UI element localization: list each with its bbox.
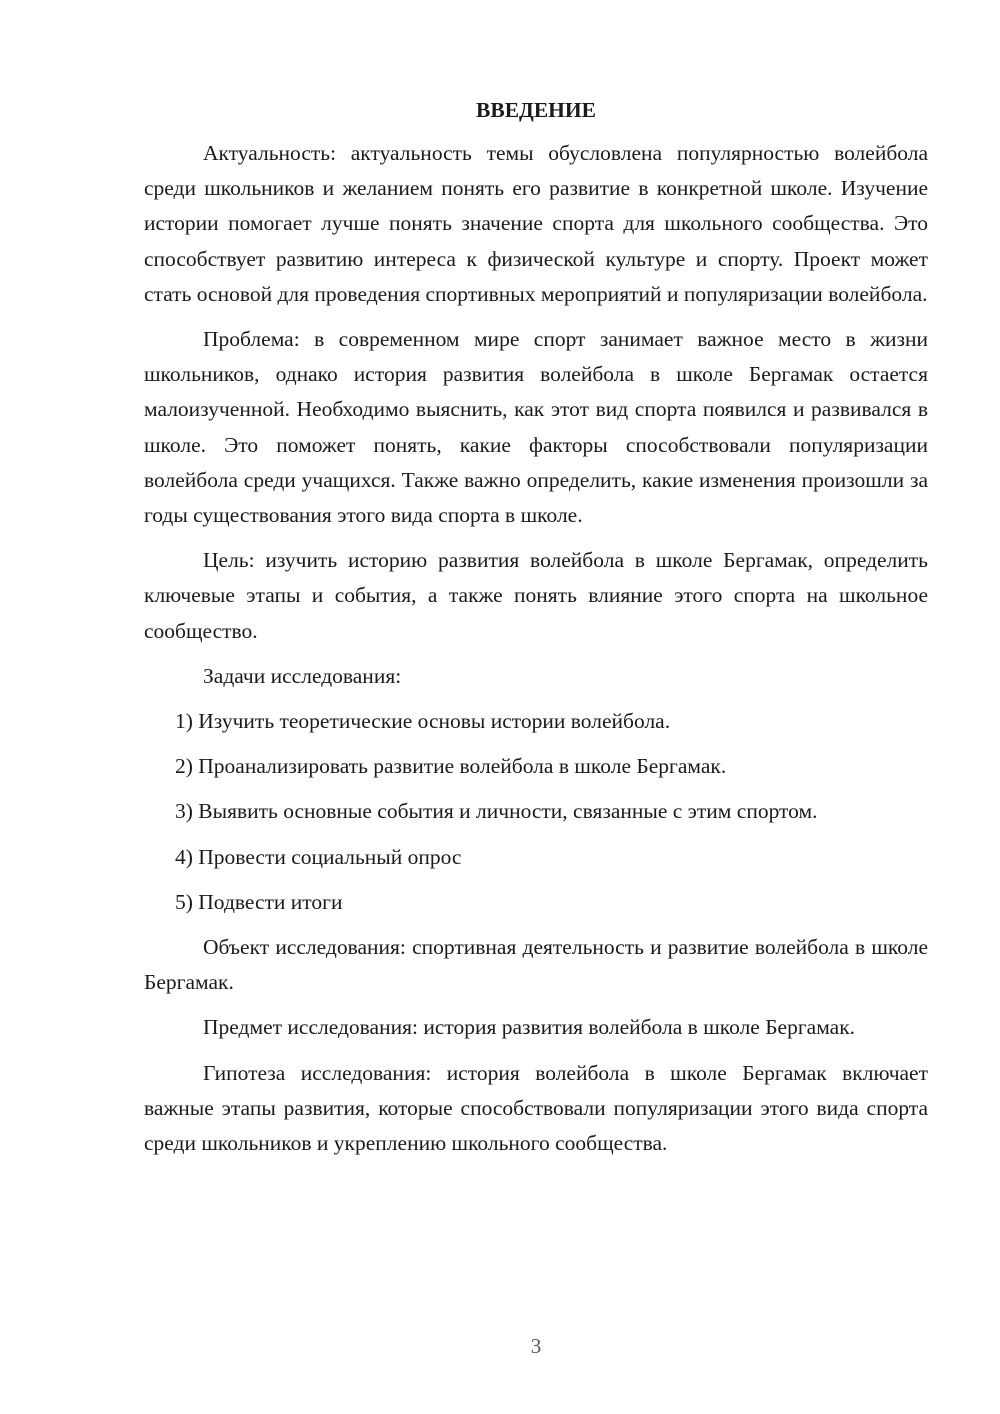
problem-paragraph: Проблема: в современном мире спорт занимает важное место в жизни школьников, однако история развития волейбола в школе Бергамак остается малоизученной. Необходимо выяснить, как этот вид спорта появился и развивался в школе. Это поможет понять, какие факторы способствовали популяризации волейбола среди учащихся. Также важно определить, какие изменения произошли за годы существования этого вида спорта в школе. (144, 327, 928, 528)
section-title: ВВЕДЕНИЕ (476, 98, 596, 122)
task-item-2: 2) Проанализировать развитие волейбола в школе Бергамак. (175, 754, 727, 779)
document-page (144, 92, 928, 1161)
task-item-1: 1) Изучить теоретические основы истории волейбола. (175, 709, 671, 734)
task-item-4: 4) Провести социальный опрос (175, 844, 462, 869)
relevance-paragraph: Актуальность: актуальность темы обусловлена популярностью волейбола среди школьников и желанием понять его развитие в конкретной школе. Изучение истории помогает лучше понять значение спорта для школьного сообщества. Это способствует развитию интереса к физической культуре и спорту. Проект может стать основой для проведения спортивных мероприятий и популяризации волейбола. (144, 141, 928, 306)
task-item-3: 3) Выявить основные события и личности, связанные с этим спортом. (175, 799, 818, 824)
page-number: 3 (530, 1334, 542, 1358)
object-paragraph: Объект исследования: спортивная деятельность и развитие волейбола в школе Бергамак. (144, 935, 928, 995)
subject-paragraph: Предмет исследования: история развития волейбола в школе Бергамак. (203, 1015, 856, 1040)
tasks-heading: Задачи исследования: (203, 663, 402, 688)
task-item-5: 5) Подвести итоги (175, 889, 343, 914)
hypothesis-paragraph: Гипотеза исследования: история волейбола в школе Бергамак включает важные этапы развития, которые способствовали популяризации этого вида спорта среди школьников и укреплению школьного сообщества. (144, 1060, 928, 1156)
goal-paragraph: Цель: изучить историю развития волейбола в школе Бергамак, определить ключевые этапы и события, а также понять влияние этого спорта на школьное сообщество. (144, 548, 928, 643)
